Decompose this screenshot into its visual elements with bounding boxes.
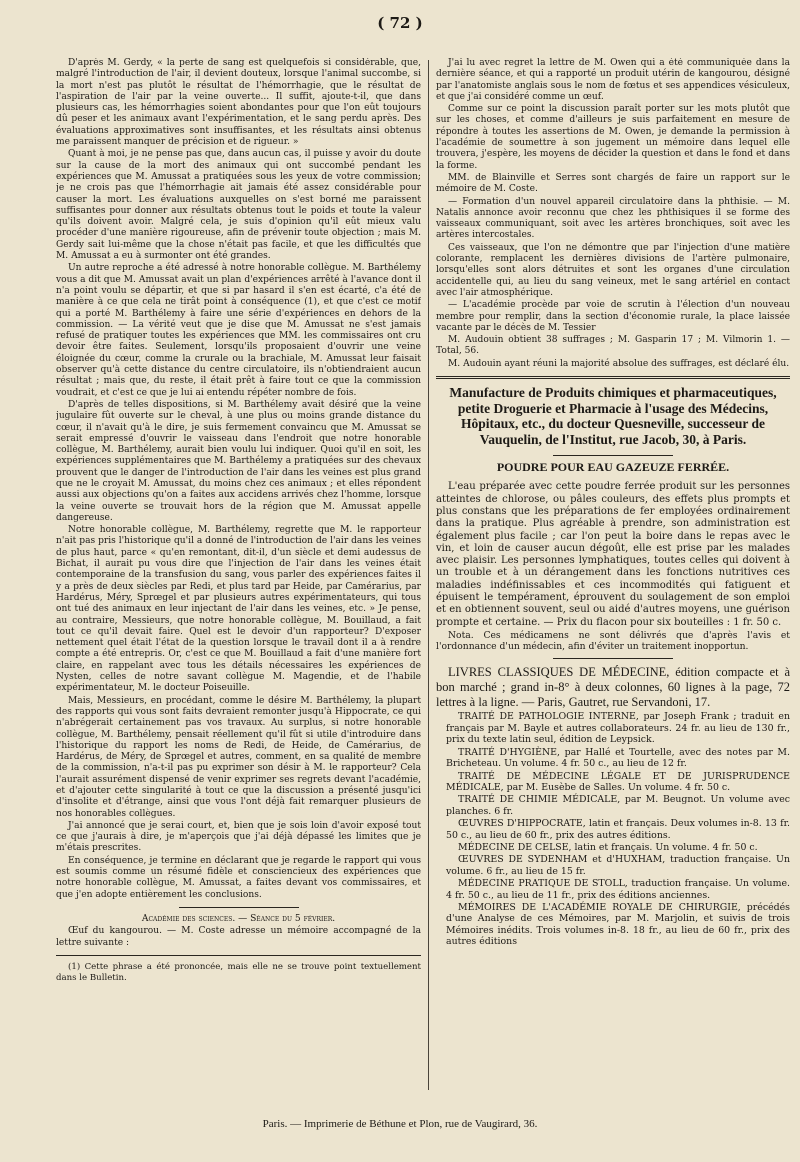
list-item: ŒUVRES D'HIPPOCRATE, latin et français. Deux volumes in-8. 13 fr. 50 c., au lieu de 60 fr., prix des autres éditions. [446,818,790,841]
paragraph: Quant à moi, je ne pense pas que, dans aucun cas, il puisse y avoir du doute sur la cause de la mort des animaux qui ont succombé pendant les expériences que M. Amussat a pratiquées sous les yeux de votre commission; je ne crois pas que l'hémorrhagie ait jamais été assez considérable pour causer la mort. Les évaluations auxquelles on s'est borné me paraissent suffisantes pour donner aux résultats obtenus tout le poids et toute la valeur qu'ils doivent avoir. Malgré cela, je suis d'opinion qu'il eût mieux valu procéder d'une manière rigoureuse, afin de prévenir toute objection ; mais M. Gerdy sait lui-même que la chose n'était pas facile, et que les difficultés que M. Amussat a eu à surmonter ont été grandes. [56,149,421,262]
paragraph: Notre honorable collègue, M. Barthélemy, regrette que M. le rapporteur n'ait pas pris l'historique qu'il a donné de l'introduction de l'air dans les veines de plus haut, parce « qu'en remontant, dit-il, d'un siècle et demi audessus de Bichat, il aurait pu vous dire que l'injection de l'air dans les veines était contemporaine de la transfusion du sang, vous parler des expériences faites il y a près de deux siècles par Redi, et plus tard par Heide, par Camérarius, par Hardérus, Méry, Sprœgel et par plusieurs autres expérimentateurs, qui tous ont tué des animaux en leur injectant de l'air dans les veines, etc. » Je pense, au contraire, Messieurs, que notre honorable collègue, M. Bouillaud, a fait tout ce qu'il devait faire. Quel est le devoir d'un rapporteur? D'exposer nettement quel était l'état de la question lorsque le travail dont il a à rendre compte a été entrepris. Or, c'est ce que M. Bouillaud a fait d'une manière fort claire, en rappelant avec tous les détails nécessaires les expériences de Nysten, celles de notre savant collègue M. Magendie, et de l'habile expérimentateur, M. le docteur Poiseuille. [56,525,421,694]
advert-title: Manufacture de Produits chimiques et pharmaceutiques, petite Droguerie et Pharmacie à l'usage des Médecins, Hôpitaux, etc., du docteur Quesneville, successeur de Vauquelin, de l'Institut, rue Jacob, 30, à Paris. [449,385,777,447]
books-heading: LIVRES CLASSIQUES DE MÉDECINE, édition compacte et à bon marché ; grand in-8° à deux colonnes, 60 lignes à la page, 72 lettres à la ligne. — Paris, Gautret, rue Servandoni, 17. [436,665,790,710]
paragraph: Mais, Messieurs, en procédant, comme le désire M. Barthélemy, la plupart des rapports qui vous sont faits devraient remonter jusqu'à Hippocrate, ce qui n'abrégerait certainement pas vos travaux. Au surplus, si notre honorable collègue, M. Barthélemy, pensait réellement qu'il fût si utile d'introduire dans l'historique du rapport les noms de Redi, de Heide, de Camérarius, de Hardérus, de Méry, de Sprœgel et autres, comment, en sa qualité de membre de la commission, n'a-t-il pas pu exprimer son désir à M. le rapporteur? Cela l'aurait assurément dispensé de venir exprimer ses regrets devant l'académie, et d'ajouter cette singularité à tout ce que la discussion a présenté jusqu'ici d'insolite et d'étrange, ainsi que vous l'ont déjà fait remarquer plusieurs de nos honorables collègues. [56,695,421,819]
advert-subtitle: POUDRE POUR EAU GAZEUZE FERRÉE. [496,460,730,475]
left-column [56,58,421,1098]
paragraph: J'ai annoncé que je serai court, et, bien que je sois loin d'avoir exposé tout ce que j'aurais à dire, je m'aperçois que j'ai déjà dépassé les limites que je m'étais prescrites. [56,820,421,854]
column-separator [428,60,429,1090]
divider [553,658,673,659]
paragraph: M. Audouin obtient 38 suffrages ; M. Gasparin 17 ; M. Vilmorin 1. — Total, 56. [436,335,790,357]
paragraph: D'après M. Gerdy, « la perte de sang est quelquefois si considérable, que, malgré l'introduction de l'air, il devient douteux, lorsque l'animal succombe, si la mort n'est pas plutôt le résultat de l'hémorrhagie, que le résultat de l'aspiration de l'air par la veine ouverte... Il suffit, ajoute-t-il, que dans plusieurs cas, les hémorrhagies soient abondantes pour que l'on eût toujours dû peser et les animaux avant l'expérimentation, et le sang perdu après. Des évaluations approximatives sont insuffisantes, et les résultats ainsi obtenus me paraissent manquer de précision et de rigueur. » [56,58,421,148]
paragraph: J'ai lu avec regret la lettre de M. Owen qui a été communiquée dans la dernière séance, et qui a rapporté un produit utérin de kangourou, désigné par l'anatomiste anglais sous le nom de fœtus et ses appendices vésiculeux, et que j'ai considéré comme un œuf. [436,58,790,102]
divider [179,907,299,908]
list-item: MÉDECINE PRATIQUE DE STOLL, traduction française. Un volume. 4 fr. 50 c., au lieu de 11 fr., prix des éditions anciennes. [446,878,790,901]
list-item: TRAITÉ D'HYGIÈNE, par Hallé et Tourtelle, avec des notes par M. Bricheteau. Un volume. 4 fr. 50 c., au lieu de 12 fr. [446,746,790,770]
imprint-line: Paris. — Imprimerie de Béthune et Plon, rue de Vaugirard, 36. [262,1118,538,1130]
paragraph: Un autre reproche a été adressé à notre honorable collègue. M. Barthélemy vous a dit que M. Amussat avait un plan d'expériences arrêté à l'avance dont il n'a point voulu se départir, et que si par hasard il s'en est écarté, c'a été de manière à ce que cela ne tirât point à conséquence (1), et que c'est ce motif qui a porté M. Barthélemy à faire une série d'expériences en dehors de la commission. — La vérité veut que je dise que M. Amussat ne s'est jamais refusé de pratiquer toutes les expériences que MM. les commissaires ont cru devoir être faites. Seulement, lorsqu'ils proposaient d'ouvrir une veine éloignée du cœur, comme la crurale ou la brachiale, M. Amussat leur faisait observer qu'à cette distance du centre circulatoire, ils n'obtiendraient aucun résultat ; mais que, du reste, il était prêt à faire tout ce que la commission voudrait, et c'est ce que je lui ai entendu répéter nombre de fois. [56,263,421,398]
list-item: ŒUVRES DE SYDENHAM et d'HUXHAM, traduction française. Un volume. 6 fr., au lieu de 15 fr. [446,854,790,877]
footnote-divider [56,955,421,956]
footnote: (1) Cette phrase a été prononcée, mais elle ne se trouve point textuellement dans le Bulletin. [56,961,421,984]
advert-note: Nota. Ces médicamens ne sont délivrés que d'après l'avis et l'ordonnance d'un médecin, afin d'éviter un traitement inopportun. [436,629,790,653]
page-number: ( 72 ) [377,14,423,32]
books-list [436,711,790,947]
list-item: MÉDECINE DE CELSE, latin et français. Un volume. 4 fr. 50 c. [458,841,758,853]
section-heading: Académie des sciences. — Séance du 5 février. [141,913,336,924]
paragraph: En conséquence, je termine en déclarant que je regarde le rapport qui vous est soumis comme un résumé fidèle et consciencieux des expériences que notre honorable collègue, M. Amussat, a faites devant vos commissaires, et que j'en adopte entièrement les conclusions. [56,855,421,900]
advert-divider [436,376,790,379]
list-item: TRAITÉ DE CHIMIE MÉDICALE, par M. Beugnot. Un volume avec planches. 6 fr. [446,794,790,817]
paragraph: — Formation d'un nouvel appareil circulatoire dans la phthisie. — M. Natalis annonce avoir reconnu que chez les phthisiques il se forme des vaisseaux communiquant, soit avec les artères bronchiques, soit avec les artères intercostales. [436,196,790,241]
list-item: MÉMOIRES DE L'ACADÉMIE ROYALE DE CHIRURGIE, précédés d'une Analyse de ces Mémoires, par M. Marjolin, et suivis de trois Mémoires inédits. Trois volumes in-8. 18 fr., au lieu de 60 fr., prix des autres éditions [446,901,790,948]
paragraph: — L'académie procède par voie de scrutin à l'élection d'un nouveau membre pour remplir, dans la section d'économie rurale, la place laissée vacante par le décès de M. Tessier [436,300,790,333]
paragraph: M. Audouin ayant réuni la majorité absolue des suffrages, est déclaré élu. [448,358,790,369]
paragraph: Comme sur ce point la discussion paraît porter sur les mots plutôt que sur les choses, et comme d'ailleurs je suis parfaitement en mesure de répondre à toutes les assertions de M. Owen, je demande la permission à l'académie de soumettre à son jugement un mémoire dans lequel elle trouvera, j'espère, les moyens de décider la question et dans le fond et dans la forme. [436,104,790,171]
paragraph: Ces vaisseaux, que l'on ne démontre que par l'injection d'une matière colorante, remplacent les dernières divisions de l'artère pulmonaire, lorsqu'elles sont alors détruites et sont les organes d'une circulation accidentelle qui, au lieu du sang veineux, met le sang artériel en contact avec l'air atmosphérique. [436,242,790,298]
list-item: TRAITÉ DE PATHOLOGIE INTERNE, par Joseph Frank ; traduit en français par M. Bayle et autres collaborateurs. 24 fr. au lieu de 130 fr., prix du texte latin seul, édition de Leypsick. [446,711,790,746]
divider [553,455,673,456]
advert-body: L'eau préparée avec cette poudre ferrée produit sur les personnes atteintes de chlorose, ou pâles couleurs, des effets plus prompts et plus constans que les préparations de fer employées ordinairement dans la pratique. Plus agréable à prendre, son administration est également plus facile ; car l'on peut la boire dans le repas avec le vin, et loin de causer aucun dégoût, elle est prise par les malades avec plaisir. Les personnes lymphatiques, toutes celles qui doivent à un trouble et à un dérangement dans les fonctions nutritives ces maladies indéfinissables et ces incommodités qui fatiguent et épuisent le tempérament, éprouvent du soulagement de son emploi et en obtiennent souvent, seul ou aidé d'autres moyens, une guérison prompte et certaine. — Prix du flacon pour six bouteilles : 1 fr. 50 c. [436,481,790,628]
paragraph: Œuf du kangourou. — M. Coste adresse un mémoire accompagné de la lettre suivante : [56,926,421,948]
right-column [436,58,790,1108]
paragraph: D'après de telles dispositions, si M. Barthélemy avait désiré que la veine jugulaire fût ouverte sur le cheval, à une plus ou moins grande distance du cœur, il n'avait qu'à le dire, je suis fermement convaincu que M. Amussat se serait empressé d'ouvrir le vaisseau dans l'endroit que notre honorable collègue, M. Barthélemy, aurait bien voulu lui indiquer. Quoi qu'il en soit, les expériences supplémentaires que M. Barthélemy a pratiquées sur des chevaux prouvent que le danger de l'introduction de l'air dans les veines est plus grand que ne le croyait M. Amussat, du moins chez ces animaux ; et elles répondent aussi aux objections qu'on a faites aux accidens arrivés chez l'homme, lorsque la veine ouverte se trouvait hors de la région que M. Amussat appelle dangereuse. [56,399,421,523]
list-item: TRAITÉ DE MÉDECINE LÉGALE ET DE JURISPRUDENCE MÉDICALE, par M. Eusèbe de Salles. Un volume. 4 fr. 50 c. [446,770,790,793]
paragraph: MM. de Blainville et Serres sont chargés de faire un rapport sur le mémoire de M. Coste. [436,172,790,195]
